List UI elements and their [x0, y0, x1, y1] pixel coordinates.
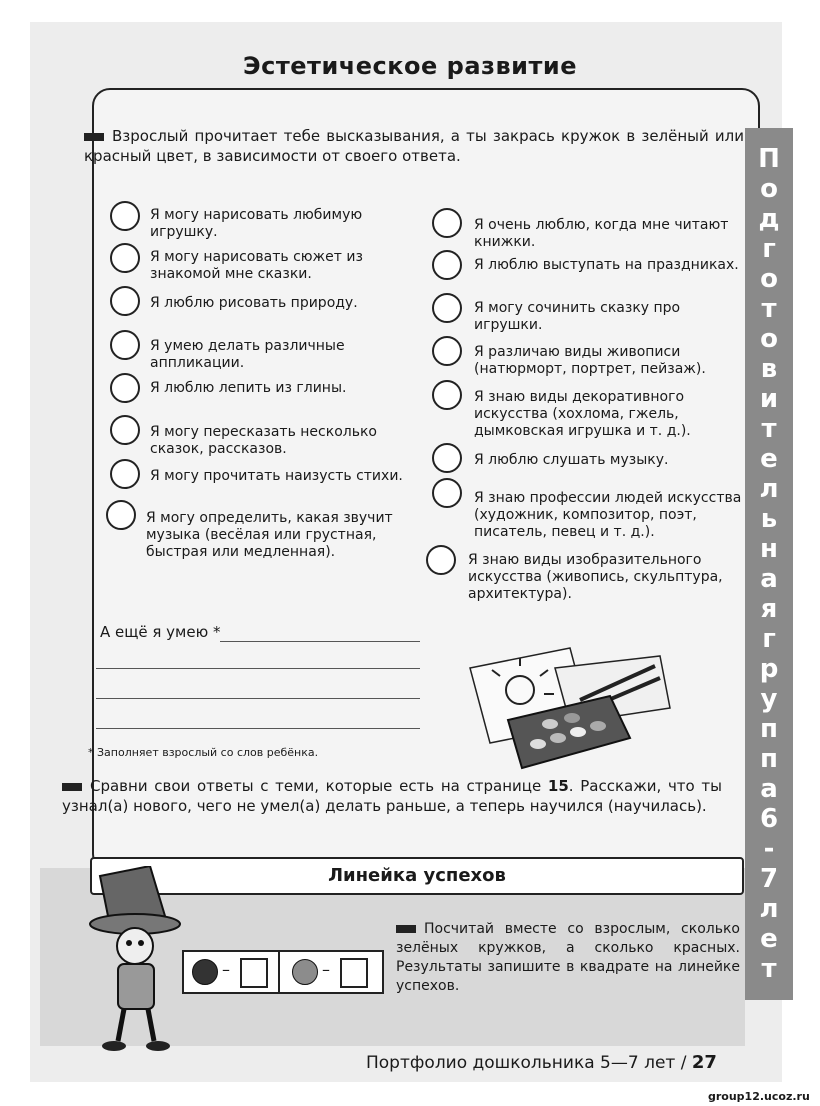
- side-banner-glyph: а: [760, 774, 778, 804]
- side-banner-glyph: г: [762, 624, 776, 654]
- gnome-figure-icon: [80, 866, 190, 1056]
- list-item: Я люблю рисовать природу.: [150, 295, 358, 311]
- side-banner-glyph: г: [762, 234, 776, 264]
- answer-circle[interactable]: [432, 443, 462, 473]
- write-line[interactable]: [96, 668, 420, 669]
- ruler-dash: –: [322, 960, 330, 979]
- page-number: 27: [691, 1052, 717, 1073]
- list-item: Я люблю лепить из глины.: [150, 380, 347, 396]
- side-banner-glyph: д: [758, 204, 780, 234]
- instruction-3: [396, 920, 740, 996]
- answer-circle[interactable]: [110, 330, 140, 360]
- list-item: Я знаю виды декоративного искусства (хохлома, гжель, дымковская игрушка и т. д.).: [474, 389, 691, 439]
- side-banner-glyph: о: [760, 324, 778, 354]
- side-banner-glyph: я: [760, 594, 778, 624]
- answer-circle[interactable]: [110, 286, 140, 316]
- write-line[interactable]: [96, 698, 420, 699]
- answer-circle[interactable]: [432, 380, 462, 410]
- side-banner: [745, 128, 793, 1000]
- answer-circle[interactable]: [110, 201, 140, 231]
- answer-circle[interactable]: [426, 545, 456, 575]
- side-banner-glyph: т: [761, 414, 777, 444]
- marker-icon: [84, 133, 104, 141]
- side-banner-glyph: П: [758, 144, 780, 174]
- ruler-dash: –: [222, 960, 230, 979]
- list-item: Я могу определить, какая звучит музыка (весёлая или грустная, быстрая или медленная).: [146, 510, 393, 560]
- list-item: Я умею делать различные аппликации.: [150, 338, 345, 371]
- answer-circle[interactable]: [110, 459, 140, 489]
- list-item: Я очень люблю, когда мне читают книжки.: [474, 217, 729, 250]
- count-box[interactable]: [340, 958, 368, 988]
- dark-circle-icon: [192, 959, 218, 985]
- side-banner-glyph: р: [759, 654, 779, 684]
- side-banner-glyph: ь: [760, 504, 778, 534]
- answer-circle[interactable]: [432, 250, 462, 280]
- side-banner-glyph: е: [760, 444, 778, 474]
- side-banner-glyph: а: [760, 564, 778, 594]
- answer-circle[interactable]: [432, 336, 462, 366]
- side-banner-glyph: у: [760, 684, 778, 714]
- side-banner-glyph: п: [760, 714, 778, 744]
- page-reference: 15: [547, 777, 569, 795]
- side-banner-glyph: п: [760, 744, 778, 774]
- art-supplies-illustration: [460, 628, 680, 778]
- write-line[interactable]: [220, 641, 420, 642]
- site-watermark: group12.ucoz.ru: [708, 1090, 810, 1103]
- list-item: Я люблю слушать музыку.: [474, 452, 669, 468]
- instruction-3-text: Посчитай вместе со взрослым, сколько зелёных кружков, а сколько красных. Результаты запишите в квадрате на линейке успехов.: [396, 921, 740, 994]
- list-item: Я различаю виды живописи (натюрморт, портрет, пейзаж).: [474, 344, 706, 377]
- instruction-1-text: Взрослый прочитает тебе высказывания, а ты закрась кружок в зелёный или красный цвет, в зависимости от своего ответа.: [84, 127, 744, 165]
- success-ruler: [182, 950, 384, 994]
- footnote: * Заполняет взрослый со слов ребёнка.: [88, 746, 319, 759]
- answer-circle[interactable]: [432, 478, 462, 508]
- answer-circle[interactable]: [110, 373, 140, 403]
- side-banner-glyph: т: [761, 954, 777, 984]
- footer-text: Портфолио дошкольника 5—7 лет /: [366, 1053, 692, 1073]
- side-banner-glyph: о: [760, 264, 778, 294]
- ruler-section-title: Линейка успехов: [90, 857, 744, 895]
- list-item: Я могу прочитать наизусть стихи.: [150, 468, 403, 484]
- side-banner-text: [745, 144, 793, 984]
- side-banner-glyph: и: [759, 384, 779, 414]
- list-item: Я могу сочинить сказку про игрушки.: [474, 300, 681, 333]
- list-item: Я могу нарисовать сюжет из знакомой мне сказки.: [150, 249, 363, 282]
- list-item: Я могу нарисовать любимую игрушку.: [150, 207, 363, 240]
- side-banner-glyph: 6: [759, 804, 779, 834]
- instruction-1: [84, 126, 744, 166]
- side-banner-glyph: 7: [759, 864, 779, 894]
- side-banner-glyph: л: [759, 474, 779, 504]
- ruler-divider: [278, 952, 280, 992]
- page-footer: [366, 1052, 717, 1073]
- page-title: Эстетическое развитие: [243, 52, 577, 80]
- answer-circle[interactable]: [110, 243, 140, 273]
- count-box[interactable]: [240, 958, 268, 988]
- also-label: А ещё я умею *: [100, 623, 221, 641]
- list-item: Я люблю выступать на праздниках.: [474, 257, 739, 273]
- write-line[interactable]: [96, 728, 420, 729]
- side-banner-glyph: л: [759, 894, 779, 924]
- side-banner-glyph: о: [760, 174, 778, 204]
- instruction-2: Сравни свои ответы с теми, которые есть на странице 15. Расскажи, что ты узнал(а) нового, чего не умел(а) делать раньше, а теперь научился (научилась).: [62, 777, 722, 815]
- answer-circle[interactable]: [432, 208, 462, 238]
- side-banner-glyph: н: [760, 534, 778, 564]
- answer-circle[interactable]: [106, 500, 136, 530]
- list-item: Я могу пересказать несколько сказок, рассказов.: [150, 424, 377, 457]
- side-banner-glyph: -: [763, 834, 775, 864]
- list-item: Я знаю профессии людей искусства (художник, композитор, поэт, писатель, певец и т. д.).: [474, 490, 742, 540]
- side-banner-glyph: в: [760, 354, 778, 384]
- marker-icon: [396, 925, 416, 933]
- side-banner-glyph: е: [760, 924, 778, 954]
- answer-circle[interactable]: [110, 415, 140, 445]
- grey-circle-icon: [292, 959, 318, 985]
- answer-circle[interactable]: [432, 293, 462, 323]
- marker-icon: [62, 783, 82, 791]
- side-banner-glyph: т: [761, 294, 777, 324]
- list-item: Я знаю виды изобразительного искусства (живопись, скульптура, архитектура).: [468, 552, 723, 602]
